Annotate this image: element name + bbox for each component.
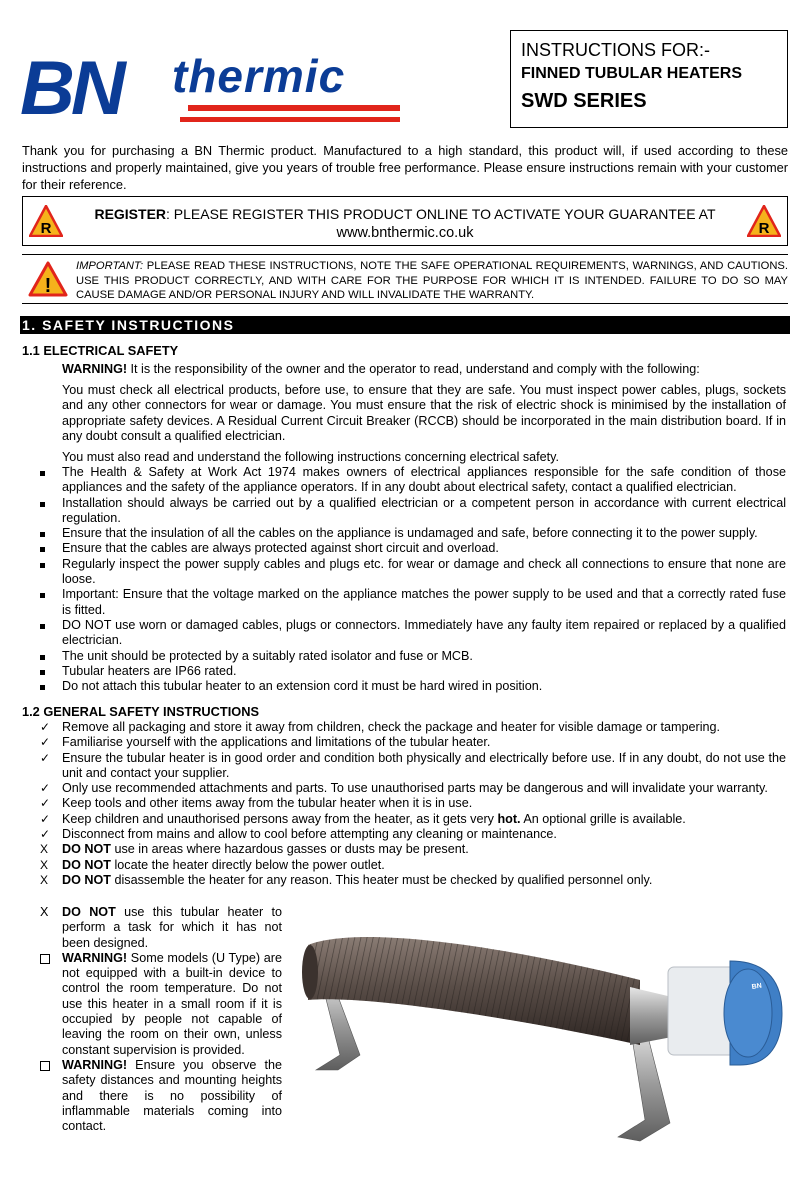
logo-red-bar-1 <box>188 105 400 111</box>
svg-text:R: R <box>758 220 770 237</box>
check-icon: ✓ <box>40 735 51 750</box>
x-icon: X <box>40 842 49 857</box>
general-safety-list-narrow <box>40 905 282 1134</box>
list-item: ✓ Remove all packaging and store it away from children, check the package and heater for visible damage or tampering. <box>40 720 721 734</box>
checkbox-icon <box>40 954 50 964</box>
title-product-type: FINNED TUBULAR HEATERS <box>521 65 743 82</box>
list-item: WARNING! Ensure you observe the safety distances and mounting heights and there is no possibility of inflammable materials coming into contact. <box>40 1058 282 1134</box>
electrical-para-1: You must check all electrical products, before use, to ensure that they are safe. You must inspect power cables, plugs, sockets and any other connectors for wear or damage. You must ensure that the risk of electric shock is minimised by the installation of appropriate safety devices. A Residual Current Circuit Breaker (RCCB) should be incorporated in the main distribution board. If in any doubt consult a qualified electrician. <box>62 383 786 443</box>
logo-red-bar-2 <box>180 117 400 122</box>
register-box <box>22 196 788 246</box>
section-title-safety: 1. SAFETY INSTRUCTIONS <box>20 316 790 334</box>
logo-thermic-text: thermic <box>172 50 346 102</box>
list-item: WARNING! Some models (U Type) are not equipped with a built-in device to control the room temperature. Do not use this heater in a small room if it is occupied by people not capable of leaving the room on their own, unless constant supervision is provided. <box>40 951 282 1058</box>
title-instructions-for: INSTRUCTIONS FOR:- <box>521 40 710 60</box>
check-icon: ✓ <box>40 827 51 842</box>
x-icon: X <box>40 905 49 919</box>
electrical-warning: WARNING! It is the responsibility of the owner and the operator to read, understand and comply with the following: <box>62 362 700 376</box>
general-safety-list <box>40 720 786 888</box>
list-item: X DO NOT use in areas where hazardous gasses or dusts may be present. <box>40 842 469 857</box>
register-text: : PLEASE REGISTER THIS PRODUCT ONLINE TO ACTIVATE YOUR GUARANTEE AT <box>166 206 716 222</box>
list-item: X DO NOT disassemble the heater for any reason. This heater must be checked by qualified personnel only. <box>40 872 653 887</box>
finned-tubular-heater-image <box>300 905 790 1155</box>
list-item: Tubular heaters are IP66 rated. <box>40 664 786 679</box>
list-item: Important: Ensure that the voltage marked on the appliance matches the power supply to be used and that a correctly rated fuse is fitted. <box>40 587 786 618</box>
list-item: ✓ Only use recommended attachments and parts. To use unauthorised parts may be dangerous and will invalidate your warranty. <box>40 781 768 796</box>
check-icon: ✓ <box>40 750 51 765</box>
list-item: ✓ Ensure the tubular heater is in good order and condition both physically and electrically before use. If in any doubt, do not use the unit and contact your supplier. <box>40 750 786 780</box>
important-notice <box>22 254 788 304</box>
list-item: X DO NOT locate the heater directly below the power outlet. <box>40 857 385 872</box>
intro-paragraph: Thank you for purchasing a BN Thermic product. Manufactured to a high standard, this product will, if used according to these instructions and properly maintained, give you years of trouble free performance. Please ensure instructions remain with your customer for their reference. <box>22 143 788 192</box>
list-item: The unit should be protected by a suitably rated isolator and fuse or MCB. <box>40 649 786 664</box>
list-item: ✓ Keep tools and other items away from the tubular heater when it is in use. <box>40 796 473 811</box>
list-item: Ensure that the insulation of all the cables on the appliance is undamaged and safe, before connecting it to the power supply. <box>40 526 786 541</box>
check-icon: ✓ <box>40 811 51 826</box>
svg-text:!: ! <box>44 275 52 297</box>
register-url-link[interactable]: www.bnthermic.co.uk <box>336 225 474 241</box>
register-line <box>23 205 787 224</box>
brand-logo <box>20 46 390 131</box>
check-icon: ✓ <box>40 796 51 811</box>
register-badge-icon-left <box>29 205 63 237</box>
important-text: PLEASE READ THESE INSTRUCTIONS, NOTE THE SAFE OPERATIONAL REQUIREMENTS, WARNINGS, AND CAUTIONS. USE THIS PRODUCT CORRECTLY, AND WITH CARE FOR THE PURPOSE FOR WHICH IT IS INTENDED. FAILURE TO DO SO MAY CAUSE DAMAGE AND/OR PERSONAL INJURY AND WILL INVALIDATE THE WARRANTY. <box>76 260 788 301</box>
important-label: IMPORTANT: <box>76 260 144 272</box>
svg-text:R: R <box>40 220 52 237</box>
heading-general-safety: 1.2 GENERAL SAFETY INSTRUCTIONS <box>22 704 260 719</box>
document-title-box <box>510 30 788 128</box>
logo-bn-text: BN <box>20 46 122 131</box>
list-item: Installation should always be carried out by a qualified electrician or a competent person in accordance with current electrical regulation. <box>40 496 786 527</box>
list-item: X DO NOT use this tubular heater to perform a task for which it has not been designed. <box>40 905 282 950</box>
list-item: Ensure that the cables are always protected against short circuit and overload. <box>40 541 786 556</box>
check-icon: ✓ <box>40 781 51 796</box>
warning-triangle-icon <box>28 261 68 297</box>
check-icon: ✓ <box>40 720 51 734</box>
checkbox-icon <box>40 1061 50 1071</box>
x-icon: X <box>40 872 49 887</box>
svg-text:BN: BN <box>751 982 763 991</box>
title-series: SWD SERIES <box>521 90 647 112</box>
list-item: DO NOT use worn or damaged cables, plugs or connectors. Immediately have any faulty item repaired or replaced by a qualified electrician. <box>40 618 786 649</box>
list-item: Regularly inspect the power supply cables and plugs etc. for wear or damage and check all connections to ensure that none are loose. <box>40 557 786 588</box>
electrical-safety-list <box>40 465 786 694</box>
heading-electrical-safety: 1.1 ELECTRICAL SAFETY <box>22 343 179 358</box>
list-item: Do not attach this tubular heater to an extension cord it must be hard wired in position. <box>40 679 786 694</box>
list-item: ✓ Disconnect from mains and allow to cool before attempting any cleaning or maintenance. <box>40 827 557 842</box>
list-item: The Health & Safety at Work Act 1974 makes owners of electrical appliances responsible for the safe condition of those appliances and the safety of the appliance operators. If in any doubt about electrical safety, contact a qualified electrician. <box>40 465 786 496</box>
x-icon: X <box>40 857 49 872</box>
register-badge-icon-right <box>747 205 781 237</box>
list-item: ✓ Keep children and unauthorised persons away from the heater, as it gets very hot. An optional grille is available. <box>40 811 686 826</box>
list-item: ✓ Familiarise yourself with the applications and limitations of the tubular heater. <box>40 735 491 750</box>
register-label: REGISTER <box>94 206 167 222</box>
electrical-para-2: You must also read and understand the following instructions concerning electrical safety. <box>62 450 560 464</box>
